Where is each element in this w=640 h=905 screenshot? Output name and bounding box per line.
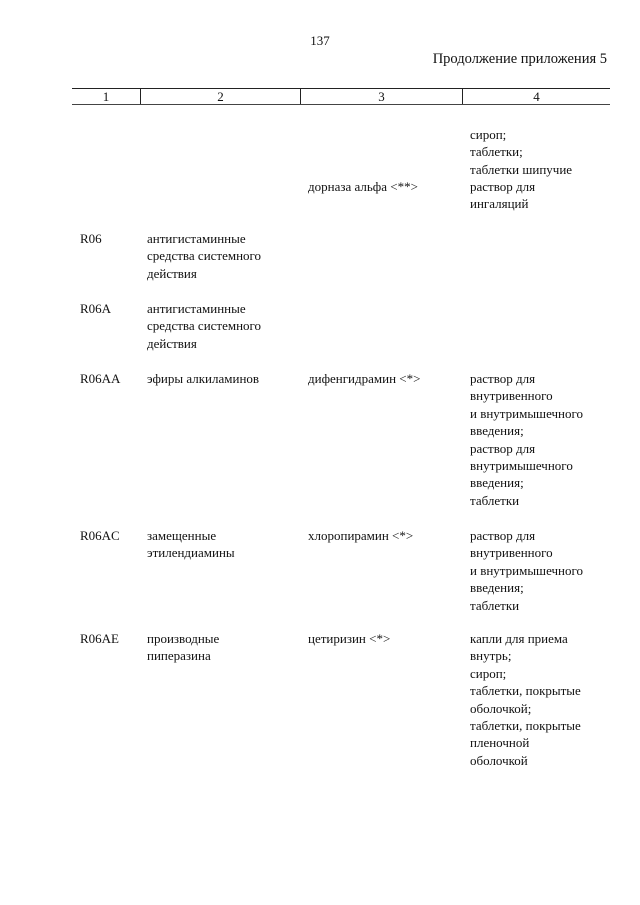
table-header-bottom-rule (72, 104, 610, 105)
dosage-forms: раствор для ингаляций (470, 179, 536, 212)
dosage-forms: сироп; таблетки; таблетки шипучие (470, 127, 573, 177)
drug-name: цетиризин <*> (308, 631, 391, 646)
group-name: замещенные этилендиамины (147, 528, 235, 561)
drug-name: хлоропирамин <*> (308, 528, 414, 543)
dosage-forms: раствор для внутривенного и внутримышечного введения; раствор для внутримышечного введения; таблетки (470, 371, 584, 508)
drug-name: дифенгидрамин <*> (308, 371, 421, 386)
atc-code: R06A (80, 301, 112, 316)
header-col-4: 4 (462, 88, 610, 105)
atc-code: R06AA (80, 371, 121, 386)
atc-code: R06AC (80, 528, 120, 543)
page-number: 137 (310, 33, 330, 48)
atc-code: R06 (80, 231, 102, 246)
drug-name: дорназа альфа <**> (308, 179, 418, 194)
header-col-1: 1 (102, 89, 110, 104)
group-name: эфиры алкиламинов (147, 371, 260, 386)
group-name: производные пиперазина (147, 631, 220, 664)
dosage-forms: раствор для внутривенного и внутримышечного введения; таблетки (470, 528, 584, 613)
atc-code: R06AE (80, 631, 119, 646)
header-col-3: 3 (300, 88, 462, 105)
group-name: антигистаминные средства системного действия (147, 231, 262, 281)
dosage-forms: капли для приема внутрь; сироп; таблетки, покрытые оболочкой; таблетки, покрытые пленочной оболочкой (470, 631, 581, 768)
group-name: антигистаминные средства системного действия (147, 301, 262, 351)
appendix-continuation-title: Продолжение приложения 5 (432, 51, 607, 67)
header-col-2: 2 (140, 88, 300, 105)
table-header-row (72, 88, 610, 105)
